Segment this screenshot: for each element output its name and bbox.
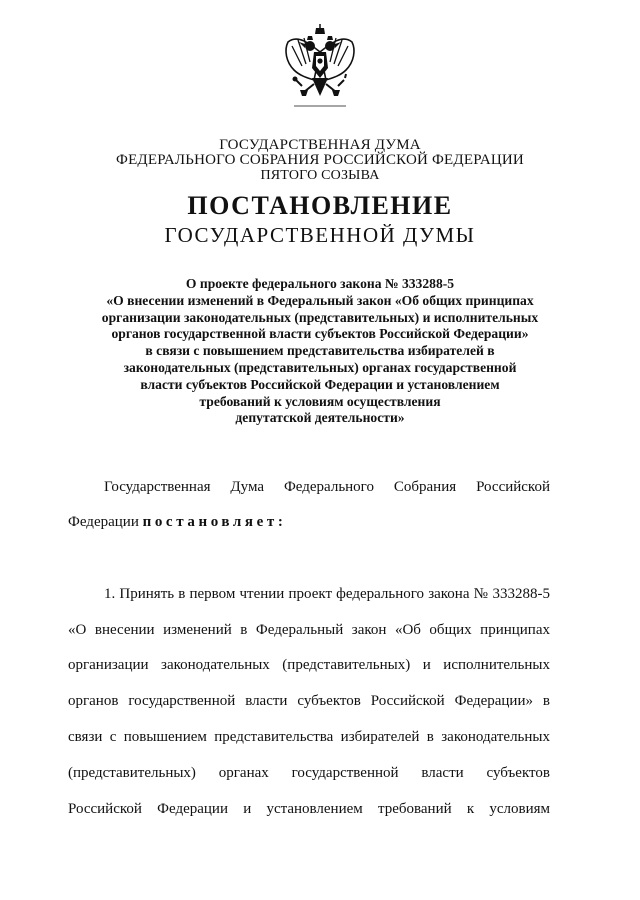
heading-line: органов государственной власти субъектов Российской Федерации» bbox=[111, 326, 529, 342]
paragraph-line: организации законодательных (представительных) и исполнительных bbox=[68, 657, 550, 673]
paragraph-line: (представительных) органах государственной власти субъектов bbox=[68, 765, 550, 781]
heading-line: власти субъектов Российской Федерации и установлением bbox=[140, 376, 500, 392]
paragraph-line: органов государственной власти субъектов Российской Федерации» в bbox=[68, 693, 550, 709]
double-headed-eagle-icon bbox=[272, 22, 368, 112]
heading-line: в связи с повышением представительства избирателей в bbox=[145, 343, 495, 359]
resolution-heading bbox=[40, 276, 600, 427]
paragraph-line: Российской Федерации и установлением требований к условиям bbox=[68, 801, 550, 817]
header-line-federal-assembly: ФЕДЕРАЛЬНОГО СОБРАНИЯ РОССИЙСКОЙ ФЕДЕРАЦИИ bbox=[116, 152, 524, 168]
heading-line: О проекте федерального закона № 333288-5 bbox=[185, 276, 455, 291]
heading-line: требований к условиям осуществления bbox=[199, 393, 441, 409]
heading-line: депутатской деятельности» bbox=[235, 410, 405, 426]
header-line-convocation: ПЯТОГО СОЗЫВА bbox=[260, 168, 380, 183]
preamble-line: Государственная Дума Федерального Собрания Российской bbox=[104, 479, 550, 495]
paragraph-line: связи с повышением представительства избирателей в законодательных bbox=[68, 729, 550, 745]
preamble-decision bbox=[68, 513, 286, 531]
preamble-prefix: Федерации bbox=[68, 514, 139, 530]
document-title: ПОСТАНОВЛЕНИЕ bbox=[187, 191, 453, 220]
paragraph-line: «О внесении изменений в Федеральный закон «Об общих принципах bbox=[68, 622, 550, 638]
heading-line: законодательных (представительных) органах государственной bbox=[123, 359, 517, 375]
heading-line: «О внесении изменений в Федеральный закон «Об общих принципах bbox=[106, 292, 534, 308]
document-subtitle: ГОСУДАРСТВЕННОЙ ДУМЫ bbox=[164, 223, 476, 247]
state-emblem bbox=[272, 22, 368, 112]
header-line-duma: ГОСУДАРСТВЕННАЯ ДУМА bbox=[219, 137, 421, 153]
decides-word: постановляет: bbox=[142, 514, 287, 530]
paragraph-line: 1. Принять в первом чтении проект федерального закона № 333288-5 bbox=[104, 586, 550, 602]
heading-line: организации законодательных (представительных) и исполнительных bbox=[101, 309, 539, 325]
